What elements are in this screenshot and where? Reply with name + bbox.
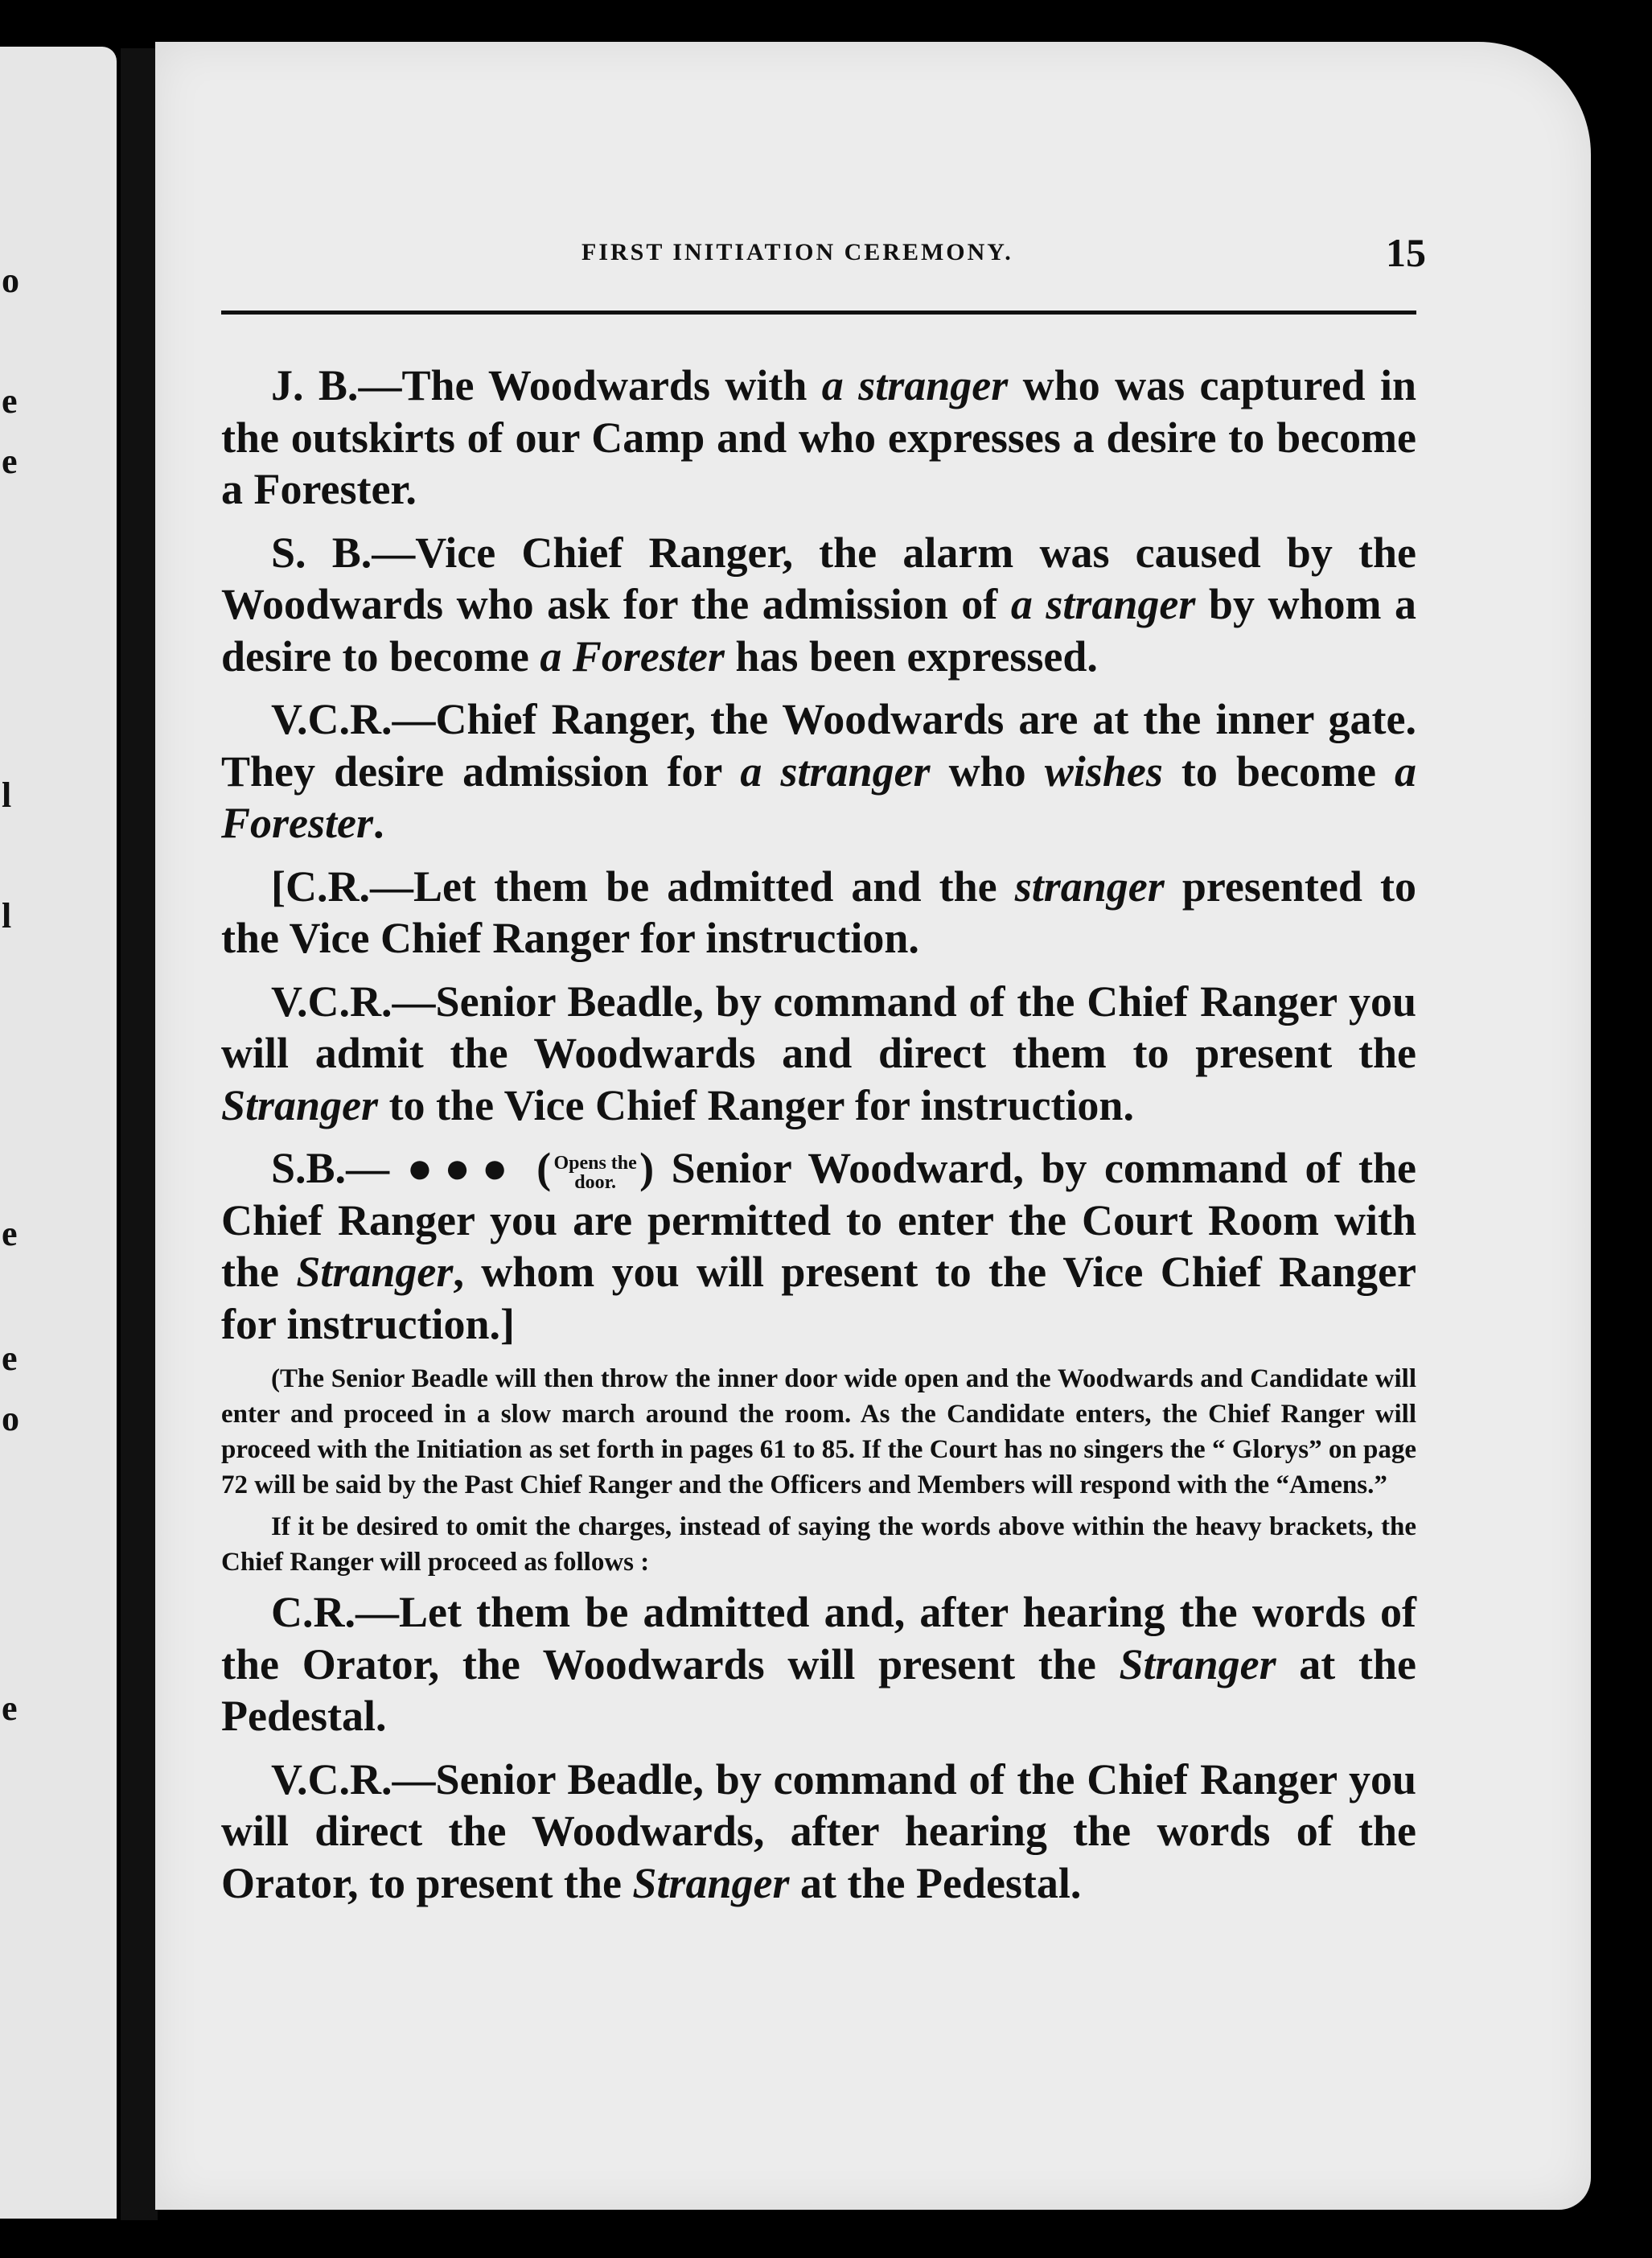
italic-text: a Forester [221,746,1417,847]
italic-text: Stranger [296,1248,454,1296]
knock-marks: ●●● [406,1144,520,1192]
dialogue-text: has been expressed. [724,631,1098,681]
page-body [221,360,1416,1920]
dialogue-text: at the Pedestal. [221,1639,1416,1740]
speaker-label: V.C.R. [271,977,392,1026]
italic-text: a stranger [821,361,1009,409]
instruction-note: If it be desired to omit the charges, instead of saying the words above within the heavy brackets, the Chief Ranger will proceed as follows : [221,1512,1416,1577]
heavy-bracket-open: [ [271,862,286,911]
dialogue-text: —Senior Beadle, by command of the Chief Ranger you will direct the Woodwards, after hearing the words of the Orator, to present the [221,1754,1416,1907]
dialogue-paragraph [221,693,1416,849]
dialogue-text: —Vice Chief Ranger, the alarm was caused by the Woodwards who ask for the admission of [221,528,1416,628]
dialogue-paragraph [221,976,1416,1132]
italic-text: a stranger [740,746,931,796]
speaker-label: S.B. [271,1144,347,1192]
italic-text: Stranger [632,1858,790,1907]
facing-page-edge [0,47,117,2219]
dialogue-text: —Senior Beadle, by command of the Chief Ranger you will admit the Woodwards and direct them to present the [221,977,1416,1077]
facing-page-fragment: e [2,1214,18,1253]
italic-text: a Forester [540,631,725,681]
stage-direction: Opens the door. [553,1152,637,1193]
facing-page-fragment: e [2,381,18,421]
facing-page-fragment: e [2,1688,18,1728]
italic-text: a stranger [1010,580,1196,628]
book-page [155,42,1591,2210]
dialogue-text: at the Pedestal. [789,1858,1082,1907]
facing-page-fragment: e [2,442,18,481]
facing-page-fragment: o [2,1399,19,1438]
dialogue-text: —The Woodwards with [358,361,822,409]
dialogue-text: —Chief Ranger, the Woodwards are at the inner gate. They desire admission for [221,695,1416,796]
dialogue-text: —Let them be admitted and the [369,862,1015,911]
heavy-bracket-close: ] [500,1299,515,1348]
dialogue-text: by whom a desire to become [221,580,1416,681]
dialogue-text: , whom you will present to the Vice Chief Ranger for instruction. [221,1248,1416,1348]
italic-text: wishes [1044,746,1163,796]
facing-page-fragment: l [2,896,12,936]
page-number: 15 [1386,230,1426,275]
dialogue-text: Senior Woodward, by command of the Chief Ranger you are permitted to enter the Court Room with the [221,1144,1416,1296]
speaker-label: S. B. [271,528,372,577]
speaker-label: C.R. [285,862,370,911]
dialogue-paragraph: S.B.— ●●● ( Opens the door. ) Senior Woodward, by command of the Chief Ranger you are permitted to enter the Court Room with the Stranger, whom you will present to the Vice Chief Ranger for instruction.] [221,1144,1416,1348]
dialogue-text: . [373,799,384,847]
italic-text: Stranger [221,1080,379,1129]
speaker-label: C.R. [271,1588,355,1636]
dialogue-text: who [930,746,1045,796]
dialogue-paragraph [221,360,1416,516]
dialogue-text: —Let them be admitted and, after hearing the words of the Orator, the Woodwards will present the [221,1588,1416,1688]
italic-text: stranger [1014,862,1165,911]
italic-text: Stranger [1119,1639,1276,1688]
dialogue-text: who was captured in the outskirts of our Camp and who expresses a desire to become a Forester. [221,361,1416,513]
dialogue-paragraph [221,1586,1416,1742]
facing-page-fragment: l [2,775,12,815]
running-head [155,230,1591,279]
speaker-label: J. B. [271,361,359,409]
book-binding-gutter [121,48,158,2220]
dialogue-paragraph [221,527,1416,683]
facing-page-fragment: e [2,1339,18,1378]
speaker-label: V.C.R. [271,1754,392,1804]
header-rule [221,311,1416,315]
running-title: FIRST INITIATION CEREMONY. [581,239,1013,265]
dialogue-paragraph [221,861,1416,964]
dialogue-text: — [346,1144,390,1192]
dialogue-text: to become [1162,746,1395,796]
facing-page-fragment: o [2,261,19,300]
dialogue-paragraph [221,1754,1416,1910]
instruction-note: (The Senior Beadle will then throw the inner door wide open and the Woodwards and Candidate will enter and proceed in a slow march around the room. As the Candidate enters, the Chief Ranger will proceed with the Initiation as set forth in pages 61 to 85. If the Court has no singers the “ Glorys” on page 72 will be said by the Past Chief Ranger and the Officers and Members will respond with the “Amens.” [221,1364,1416,1499]
dialogue-text: to the Vice Chief Ranger for instruction. [378,1080,1134,1129]
dialogue-text: presented to the Vice Chief Ranger for instruction. [221,862,1416,962]
speaker-label: V.C.R. [271,695,392,743]
